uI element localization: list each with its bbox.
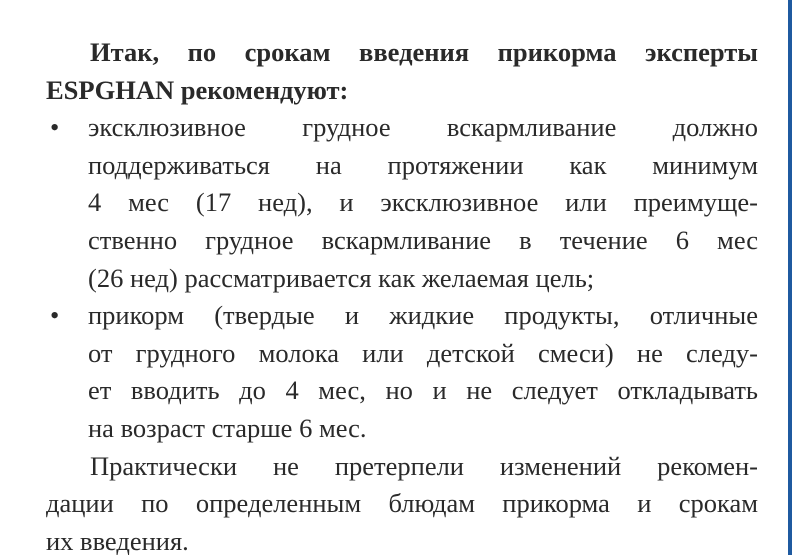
bullet-1-line-2: поддерживаться на протяжении как минимум	[88, 149, 758, 180]
intro-line-1: Итак, по срокам введения прикорма эксперты	[90, 37, 758, 67]
intro-paragraph	[46, 34, 758, 109]
bullet-2-line-1: прикорм (твердые и жидкие продукты, отличные	[88, 300, 758, 331]
text-block	[46, 34, 758, 555]
bullet-item-1	[46, 109, 758, 297]
page-border-rule	[788, 0, 792, 555]
closing-line-2: дации по определенным блюдам прикорма и срокам	[46, 488, 758, 519]
closing-line-3: их введения.	[46, 525, 189, 555]
bullet-2-line-3: ет вводить до 4 мес, но и не следует откладывать	[88, 375, 758, 406]
bullet-2-line-2: от грудного молока или детской смеси) не следу-	[88, 337, 758, 368]
closing-paragraph	[46, 448, 758, 555]
bullet-1-line-3: 4 мес (17 нед), и эксклюзивное или преимуще-	[88, 187, 758, 218]
closing-line-1: Практически не претерпели изменений рекомен-	[90, 450, 758, 481]
intro-line-2: ESPGHAN рекомендуют:	[46, 74, 349, 105]
bullet-1-line-1: эксклюзивное грудное вскармливание должно	[88, 112, 758, 143]
bullet-icon: •	[50, 300, 60, 331]
bullet-1-line-5: (26 нед) рассматривается как желаемая цель;	[88, 262, 595, 293]
bullet-2-line-4: на возраст старше 6 мес.	[88, 412, 367, 443]
bullet-1-line-4: ственно грудное вскармливание в течение 6 мес	[88, 224, 758, 255]
bullet-item-2	[46, 297, 758, 447]
bullet-icon: •	[50, 112, 60, 143]
